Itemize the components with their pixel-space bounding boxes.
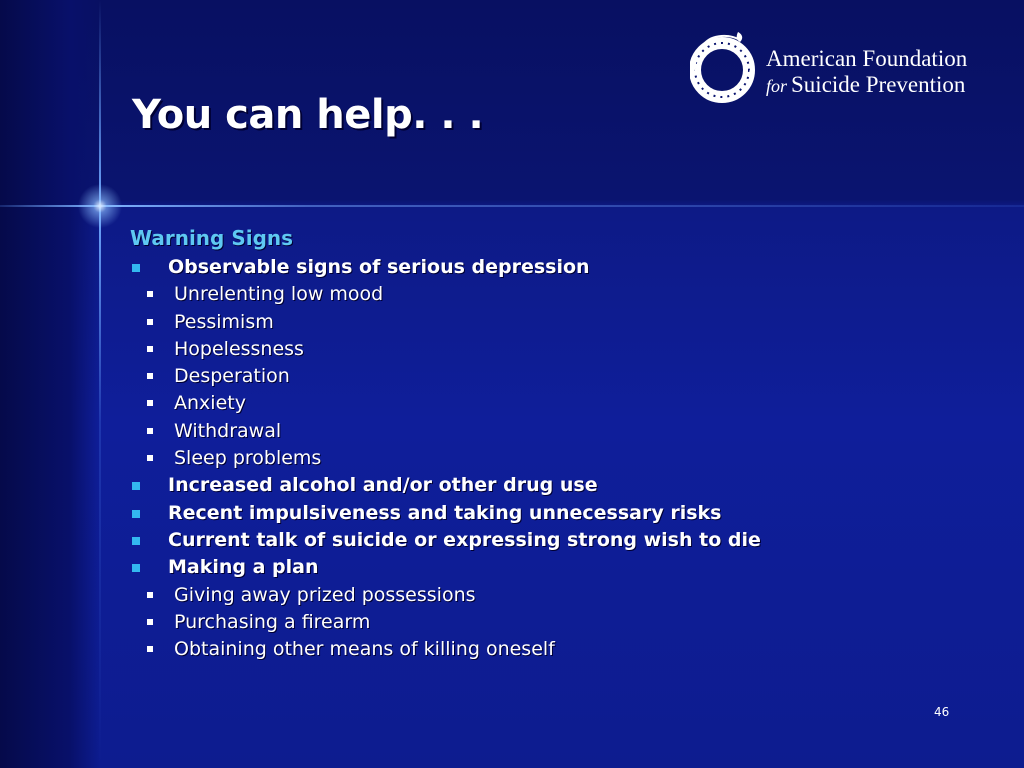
bullet-text: Recent impulsiveness and taking unnecessary risks <box>168 501 722 524</box>
bullet-text: Making a plan <box>168 556 319 579</box>
small-square-bullet-icon <box>147 646 153 652</box>
small-square-bullet-icon <box>147 619 153 625</box>
small-square-bullet-icon <box>147 428 153 434</box>
sub-bullet-text: Unrelenting low mood <box>174 283 384 306</box>
small-square-bullet-icon <box>147 291 153 297</box>
small-square-bullet-icon <box>147 400 153 406</box>
sparkle-glow <box>76 182 124 230</box>
afsp-logo <box>690 28 1010 106</box>
sub-bullet-item <box>92 636 990 663</box>
page-number: 46 <box>934 705 950 719</box>
life-ring-icon <box>690 28 756 104</box>
bullet-item <box>130 254 990 281</box>
logo-line-1: American Foundation <box>766 46 968 71</box>
bullet-text: Observable signs of serious depression <box>168 256 590 278</box>
sub-bullet-text: Hopelessness <box>174 337 304 360</box>
sub-bullet-item <box>92 336 990 363</box>
logo-line-2-rest: Suicide Prevention <box>791 72 966 97</box>
small-square-bullet-icon <box>147 455 153 461</box>
logo-for: for <box>766 76 788 96</box>
sub-bullet-item <box>92 309 990 336</box>
sub-bullet-text: Purchasing a firearm <box>174 610 371 633</box>
sub-bullet-item <box>92 390 990 417</box>
sub-bullet-text: Pessimism <box>174 310 274 333</box>
bullet-text: Increased alcohol and/or other drug use <box>168 474 598 497</box>
sub-bullet-text: Sleep problems <box>174 447 322 470</box>
small-square-bullet-icon <box>147 319 153 325</box>
horizontal-accent-line <box>0 205 1024 207</box>
small-square-bullet-icon <box>147 592 153 598</box>
sub-bullet-text: Obtaining other means of killing oneself <box>174 638 555 661</box>
logo-line-2 <box>766 72 967 99</box>
square-bullet-icon <box>132 482 140 490</box>
small-square-bullet-icon <box>147 373 153 379</box>
section-heading: Warning Signs <box>130 226 294 250</box>
square-bullet-icon <box>132 510 140 518</box>
sub-bullet-item <box>92 418 990 445</box>
sub-bullet-item <box>92 363 990 390</box>
bullet-item <box>130 500 990 527</box>
square-bullet-icon <box>132 264 140 272</box>
sub-bullet-text: Giving away prized possessions <box>174 583 476 606</box>
bullet-item <box>130 472 990 499</box>
slide-title: You can help. . . <box>132 92 484 138</box>
sub-bullet-item <box>92 445 990 472</box>
slide-content <box>130 226 990 663</box>
bullet-item <box>130 554 990 581</box>
sub-bullet-item <box>92 281 990 308</box>
sub-bullet-text: Anxiety <box>174 392 246 415</box>
small-square-bullet-icon <box>147 346 153 352</box>
sub-bullet-text: Withdrawal <box>174 419 282 442</box>
bullet-list <box>130 254 990 663</box>
square-bullet-icon <box>132 537 140 545</box>
left-decorative-band <box>0 0 100 768</box>
logo-wordmark <box>766 46 967 99</box>
bullet-text: Current talk of suicide or expressing strong wish to die <box>168 528 761 551</box>
sub-bullet-item <box>92 582 990 609</box>
bullet-item <box>130 527 990 554</box>
sub-bullet-item <box>92 609 990 636</box>
square-bullet-icon <box>132 564 140 572</box>
sub-bullet-text: Desperation <box>174 365 290 388</box>
